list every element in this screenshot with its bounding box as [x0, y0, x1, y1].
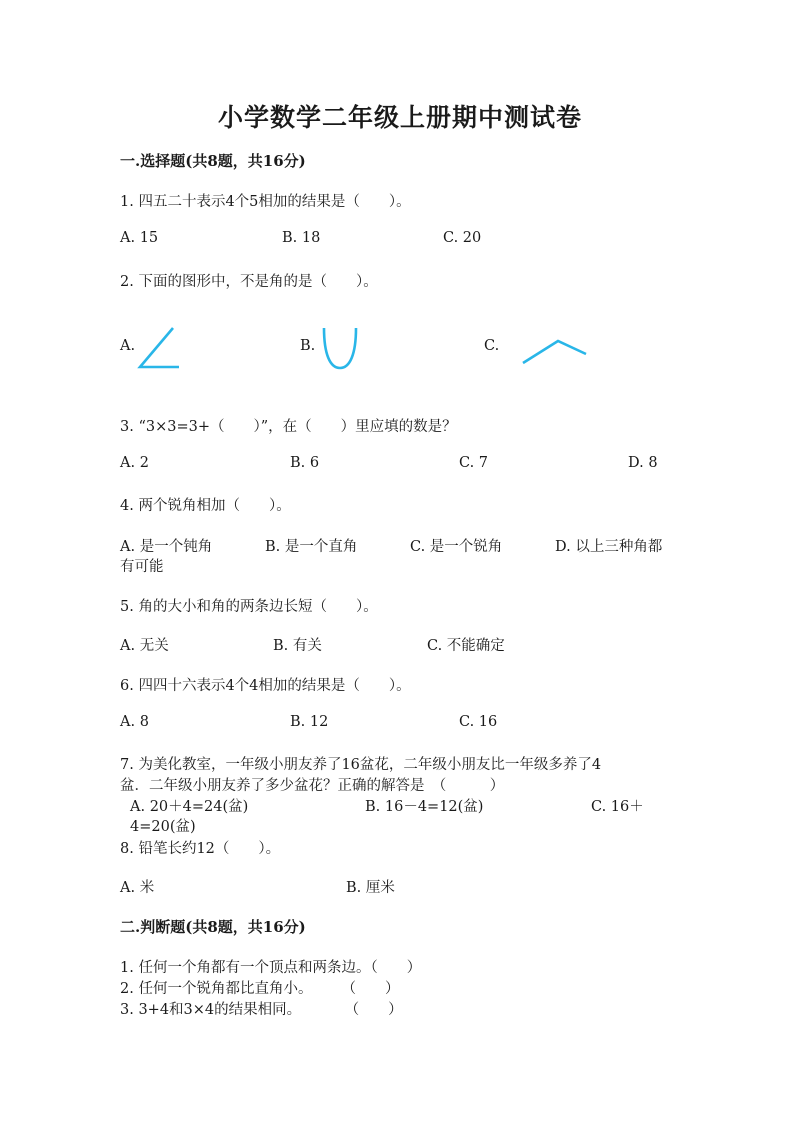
q3-option-d: D. 8 — [628, 455, 658, 471]
q1-option-c: C. 20 — [443, 230, 482, 246]
q4-option-a: A. 是一个钝角 — [120, 539, 213, 555]
q3-option-b: B. 6 — [290, 455, 320, 471]
q1-option-a: A. 15 — [120, 230, 159, 246]
q7-option-b: B. 16－4=12(盆) — [365, 799, 484, 815]
angle-shape-a — [136, 324, 184, 370]
question-3: 3. “3×3=3+（ ）”，在（ ）里应填的数是？ — [120, 419, 457, 435]
curve-shape-b — [318, 324, 362, 372]
question-4: 4. 两个锐角相加（ ）。 — [120, 498, 291, 514]
question-5: 5. 角的大小和角的两条边长短（ ）。 — [120, 599, 378, 615]
q4-option-d-line1: D. 以上三种角都 — [555, 539, 663, 555]
curve-b-path — [324, 328, 356, 368]
question-7-line1: 7. 为美化教室，一年级小朋友养了16盆花，二年级小朋友比一年级多养了4 — [120, 757, 602, 773]
angle-shape-c — [520, 336, 590, 366]
angle-c-lines — [523, 341, 586, 363]
q7-option-c-line1: C. 16＋ — [591, 799, 644, 815]
question-6: 6. 四四十六表示4个4相加的结果是（ ）。 — [120, 678, 411, 694]
question-1: 1. 四五二十表示4个5相加的结果是（ ）。 — [120, 194, 411, 210]
q4-option-b: B. 是一个直角 — [265, 539, 358, 555]
q8-option-a: A. 米 — [120, 880, 155, 896]
judgement-item-1: 1. 任何一个角都有一个顶点和两条边。（ ） — [120, 960, 422, 976]
q5-option-c: C. 不能确定 — [427, 638, 505, 654]
q8-option-b: B. 厘米 — [346, 880, 395, 896]
q4-option-d-line2: 有可能 — [120, 559, 164, 575]
q3-option-a: A. 2 — [120, 455, 149, 471]
angle-a-lines — [140, 328, 179, 367]
q5-option-a: A. 无关 — [120, 638, 169, 654]
question-7-line2: 盆．二年级小朋友养了多少盆花？正确的解答是 （ ） — [120, 778, 505, 794]
q2-option-c: C. — [484, 338, 500, 354]
judgement-item-3: 3. 3+4和3×4的结果相同。 （ ） — [120, 1002, 403, 1018]
question-2: 2. 下面的图形中，不是角的是（ ）。 — [120, 274, 378, 290]
question-8: 8. 铅笔长约12（ ）。 — [120, 841, 281, 857]
q5-option-b: B. 有关 — [273, 638, 322, 654]
section-1-heading: 一.选择题(共8题，共16分) — [120, 152, 306, 170]
q3-option-c: C. 7 — [459, 455, 489, 471]
q2-option-a: A. — [120, 338, 136, 354]
judgement-item-2: 2. 任何一个锐角都比直角小。 （ ） — [120, 981, 400, 997]
page-title: 小学数学二年级上册期中测试卷 — [217, 103, 582, 132]
section-2-heading: 二.判断题(共8题，共16分) — [120, 918, 306, 936]
q6-option-c: C. 16 — [459, 714, 498, 730]
q6-option-b: B. 12 — [290, 714, 329, 730]
q6-option-a: A. 8 — [120, 714, 149, 730]
q2-option-b: B. — [300, 338, 316, 354]
q7-option-c-line2: 4=20(盆) — [130, 819, 196, 835]
q4-option-c: C. 是一个锐角 — [410, 539, 503, 555]
q7-option-a: A. 20＋4=24(盆) — [130, 799, 249, 815]
q1-option-b: B. 18 — [282, 230, 321, 246]
